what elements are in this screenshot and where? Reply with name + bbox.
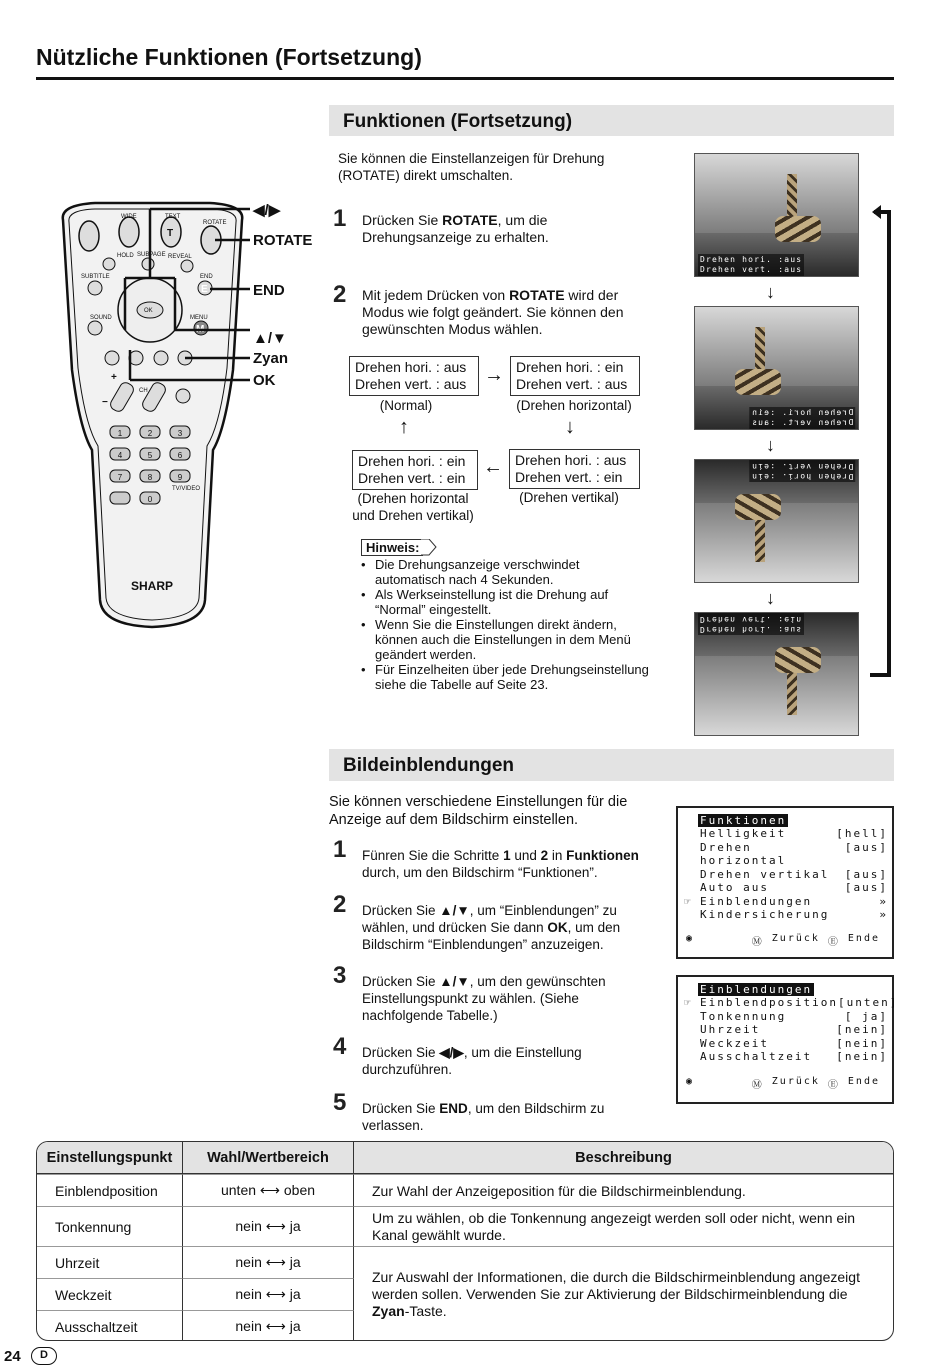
menu-row-label: Drehen vertikal <box>700 867 830 881</box>
menu-title: Einblendungen <box>700 983 813 996</box>
menu-row-label: Tonkennung <box>700 1009 787 1023</box>
remote-key-t: T <box>167 228 174 239</box>
table-cell-range: nein ⟷ ja <box>183 1310 354 1341</box>
table-cell-range: nein ⟷ ja <box>183 1278 354 1310</box>
table-header: Beschreibung <box>354 1142 893 1174</box>
mode-caption-both: (Drehen horizontal und Drehen vertikal) <box>352 491 474 523</box>
osd-step-3: Drücken Sie ▲/▼, um den gewünschten Einstellungspunkt zu wählen. (Siehe nachfolgende Tabelle.) <box>362 974 606 1023</box>
table-row <box>37 1174 893 1206</box>
hint-item: • Die Drehungsanzeige verschwindet automatisch nach 4 Sekunden. <box>361 557 651 587</box>
osd-step-4: Drücken Sie ◀/▶, um die Einstellung durchzuführen. <box>362 1045 582 1077</box>
menu-title: Funktionen <box>700 814 787 827</box>
table-cell-item: Einblendposition <box>37 1174 183 1206</box>
remote-label-reveal: REVEAL <box>168 254 192 260</box>
osd-step-1: Fünren Sie die Schritte 1 und 2 in Funktionen durch, um den Bildschirm “Funktionen”. <box>362 848 639 880</box>
title-rule <box>36 77 894 80</box>
photo-vertical: Drehen hori. :aus Drehen vert. :ein <box>694 612 859 736</box>
end-key-icon: Ⓔ <box>827 1079 840 1091</box>
remote-key-plus: + <box>111 372 117 383</box>
remote-label-menu: MENU <box>190 315 208 321</box>
mode-box-horizontal: Drehen hori. : ein Drehen vert. : aus <box>510 356 640 396</box>
menu-row-label: Einblendposition <box>700 996 838 1009</box>
page-number: 24 <box>4 1348 21 1365</box>
table-row <box>37 1206 893 1246</box>
menu-row-value: [aus] <box>844 840 888 854</box>
menu-row-label: Auto aus <box>700 881 769 894</box>
arrow-left: ← <box>483 456 503 478</box>
menu-key-icon: Ⓜ <box>751 1079 764 1091</box>
rotate-step-1: Drücken Sie ROTATE, um die Drehungsanzeige zu erhalten. <box>362 212 549 245</box>
digit-key: 0 <box>147 495 153 504</box>
remote-label-ch: CH <box>139 388 148 394</box>
cycle-return-arrow <box>868 200 894 680</box>
remote-callout-arrows-lr: ◀/▶ <box>253 202 281 219</box>
remote-label-tvvideo: TV/VIDEO <box>172 486 201 492</box>
section-heading-functions: Funktionen (Fortsetzung) <box>329 105 894 136</box>
step-number: 2 <box>333 891 347 918</box>
mode-caption-horizontal: (Drehen horizontal) <box>516 398 632 413</box>
section-heading-osd: Bildeinblendungen <box>329 749 894 781</box>
remote-label-text: TEXT <box>165 214 181 220</box>
menu-einblendungen <box>676 975 899 1104</box>
menu-row[interactable] <box>678 868 892 882</box>
menu-back: Zurück <box>771 932 820 944</box>
remote-label-wide: WIDE <box>121 214 137 220</box>
step-number: 3 <box>333 962 347 989</box>
table-cell-item: Ausschaltzeit <box>37 1310 183 1341</box>
digit-key: 1 <box>117 429 123 438</box>
remote-label-rotate: ROTATE <box>203 220 227 226</box>
table-cell-range: unten ⟷ oben <box>183 1174 354 1206</box>
table-cell-range: nein ⟷ ja <box>183 1246 354 1278</box>
digit-key: 5 <box>147 451 153 460</box>
remote-callout-arrows-ud: ▲/▼ <box>253 330 287 347</box>
menu-key-icon: Ⓜ <box>751 936 764 948</box>
end-key-icon: Ⓔ <box>827 936 840 948</box>
menu-row-label: Kindersicherung <box>700 908 830 921</box>
photo-normal: Drehen hori. :aus Drehen vert. :aus <box>694 153 859 277</box>
remote-label-end: END <box>200 274 213 280</box>
menu-footer <box>678 1076 892 1091</box>
arrow-up: ↑ <box>399 416 409 438</box>
pointer-icon: ☞ <box>684 996 693 1009</box>
table-row <box>37 1246 893 1278</box>
remote-callout-end: END <box>253 282 285 299</box>
menu-row[interactable] <box>678 827 892 841</box>
step-number: 1 <box>333 205 347 232</box>
step-number: 5 <box>333 1089 347 1116</box>
hint-item: • Wenn Sie die Einstellungen direkt ändern, können auch die Einstellungen in dem Menü geändert werden. <box>361 617 651 662</box>
table-cell-range: nein ⟷ ja <box>183 1206 354 1246</box>
menu-row[interactable] <box>678 1010 892 1024</box>
menu-row-value: [aus] <box>844 881 888 894</box>
menu-back: Zurück <box>771 1075 820 1087</box>
menu-footer <box>678 933 892 948</box>
menu-row-value: [aus] <box>844 867 888 881</box>
eye-icon: ◉ <box>686 1075 695 1087</box>
table-cell-item: Tonkennung <box>37 1206 183 1246</box>
digit-key: 3 <box>177 429 183 438</box>
menu-row[interactable] <box>678 1037 892 1051</box>
rotate-intro: Sie können die Einstellanzeigen für Drehung (ROTATE) direkt umschalten. <box>338 151 605 183</box>
table-cell-desc: Zur Wahl der Anzeigeposition für die Bildschirmeinblendung. <box>354 1174 893 1206</box>
hint-list <box>361 557 651 692</box>
menu-row-value: » <box>879 894 888 908</box>
table-header: Einstellungspunkt <box>37 1142 183 1174</box>
digit-key: 8 <box>147 473 153 482</box>
osd-intro: Sie können verschiedene Einstellungen für die Anzeige auf dem Bildschirm einstellen. <box>329 794 628 828</box>
mode-box-vertical: Drehen hori. : aus Drehen vert. : ein <box>509 449 640 489</box>
remote-callout-zyan: Zyan <box>253 350 289 367</box>
hint-tag-arrow <box>421 539 437 556</box>
menu-end: Ende <box>847 932 880 944</box>
pointer-icon: ☞ <box>684 894 693 908</box>
digit-key: 9 <box>177 473 183 482</box>
remote-label-subtitle: SUBTITLE <box>81 274 110 280</box>
remote-callout-rotate: ROTATE <box>253 232 313 249</box>
step-number: 1 <box>333 836 347 863</box>
osd-step-2: Drücken Sie ▲/▼, um “Einblendungen” zu wählen, und drücken Sie dann OK, um den Bildschirm “Einblendungen” anzuzeigen. <box>362 903 621 952</box>
remote-key-e: E <box>201 284 208 295</box>
table-cell-item: Uhrzeit <box>37 1246 183 1278</box>
menu-row[interactable] <box>678 881 892 895</box>
arrow-right: → <box>484 364 504 386</box>
remote-brand: SHARP <box>130 579 174 593</box>
menu-row[interactable] <box>678 908 892 922</box>
mode-box-normal: Drehen hori. : aus Drehen vert. : aus <box>349 356 479 396</box>
remote-label-subpage: SUBPAGE <box>137 252 166 258</box>
hint-label: Hinweis: <box>361 539 423 556</box>
language-badge: D <box>31 1347 57 1365</box>
osd-step-5: Drücken Sie END, um den Bildschirm zu verlassen. <box>362 1101 605 1133</box>
menu-row-value: [nein] <box>836 1050 888 1063</box>
remote-label-sound: SOUND <box>90 315 112 321</box>
digit-key: 6 <box>177 451 183 460</box>
arrow-down: ↓ <box>565 416 575 438</box>
photo-both: Drehen hori. :ein Drehen vert. :ein <box>694 459 859 583</box>
menu-row-value: [unten] <box>837 996 899 1009</box>
mode-caption-normal: (Normal) <box>379 398 433 413</box>
photo-arrow-down: ↓ <box>766 282 775 302</box>
menu-row-value: [nein] <box>836 1036 888 1050</box>
photo-horizontal: Drehen hori. :ein Drehen vert. :aus <box>694 306 859 430</box>
menu-row[interactable] <box>678 1050 892 1064</box>
photo-arrow-down: ↓ <box>766 435 775 455</box>
eye-icon: ◉ <box>686 932 695 944</box>
mode-box-both: Drehen hori. : ein Drehen vert. : ein <box>352 450 478 490</box>
menu-row-label: Helligkeit <box>700 827 787 840</box>
menu-row-value: » <box>879 908 888 921</box>
menu-row-label: Einblendungen <box>700 894 813 908</box>
menu-row-label: Weckzeit <box>700 1036 769 1050</box>
rotate-step-2: Mit jedem Drücken von ROTATE wird der Modus wie folgt geändert. Sie können den gewünschten Modus wählen. <box>362 287 624 337</box>
menu-row-value: [nein] <box>836 1023 888 1036</box>
remote-key-minus: − <box>102 397 108 408</box>
menu-row-label: Uhrzeit <box>700 1023 761 1036</box>
remote-key-m: M <box>196 324 205 335</box>
remote-label-ok: OK <box>144 308 153 314</box>
digit-key: 2 <box>147 429 153 438</box>
menu-funktionen <box>676 806 894 959</box>
remote-control <box>55 200 250 630</box>
page-title: Nützliche Funktionen (Fortsetzung) <box>36 44 422 70</box>
table-cell-desc-shared: Zur Auswahl der Informationen, die durch die Bildschirmeinblendung angezeigt werden sollen. Verwenden Sie zur Aktivierung der Bildschirmeinblendung die Zyan-Taste. <box>354 1246 893 1341</box>
remote-label-hold: HOLD <box>117 253 134 259</box>
menu-row[interactable] <box>678 895 892 909</box>
settings-table <box>36 1141 894 1341</box>
digit-key: 4 <box>117 451 123 460</box>
menu-row[interactable] <box>678 1023 892 1037</box>
menu-row-value: [hell] <box>836 827 888 840</box>
step-number: 2 <box>333 281 347 308</box>
hint-item: • Für Einzelheiten über jede Drehungseinstellung siehe die Tabelle auf Seite 23. <box>361 662 651 692</box>
photo-arrow-down: ↓ <box>766 588 775 608</box>
table-cell-item: Weckzeit <box>37 1278 183 1310</box>
table-cell-desc: Um zu wählen, ob die Tonkennung angezeigt werden soll oder nicht, wenn ein Kanal gewählt wurde. <box>354 1206 893 1246</box>
mode-caption-vertical: (Drehen vertikal) <box>519 490 619 505</box>
step-number: 4 <box>333 1033 347 1060</box>
menu-row-label: Drehen horizontal <box>700 840 787 867</box>
digit-key: 7 <box>117 473 123 482</box>
table-header: Wahl/Wertbereich <box>183 1142 354 1174</box>
menu-row-label: Ausschaltzeit <box>700 1050 813 1063</box>
hint-item: • Als Werkseinstellung ist die Drehung auf “Normal” eingestellt. <box>361 587 651 617</box>
remote-callout-ok: OK <box>253 372 276 389</box>
menu-row-value: [ ja] <box>844 1009 888 1023</box>
menu-row[interactable] <box>678 841 892 868</box>
menu-end: Ende <box>847 1075 880 1087</box>
menu-row[interactable] <box>678 996 899 1010</box>
